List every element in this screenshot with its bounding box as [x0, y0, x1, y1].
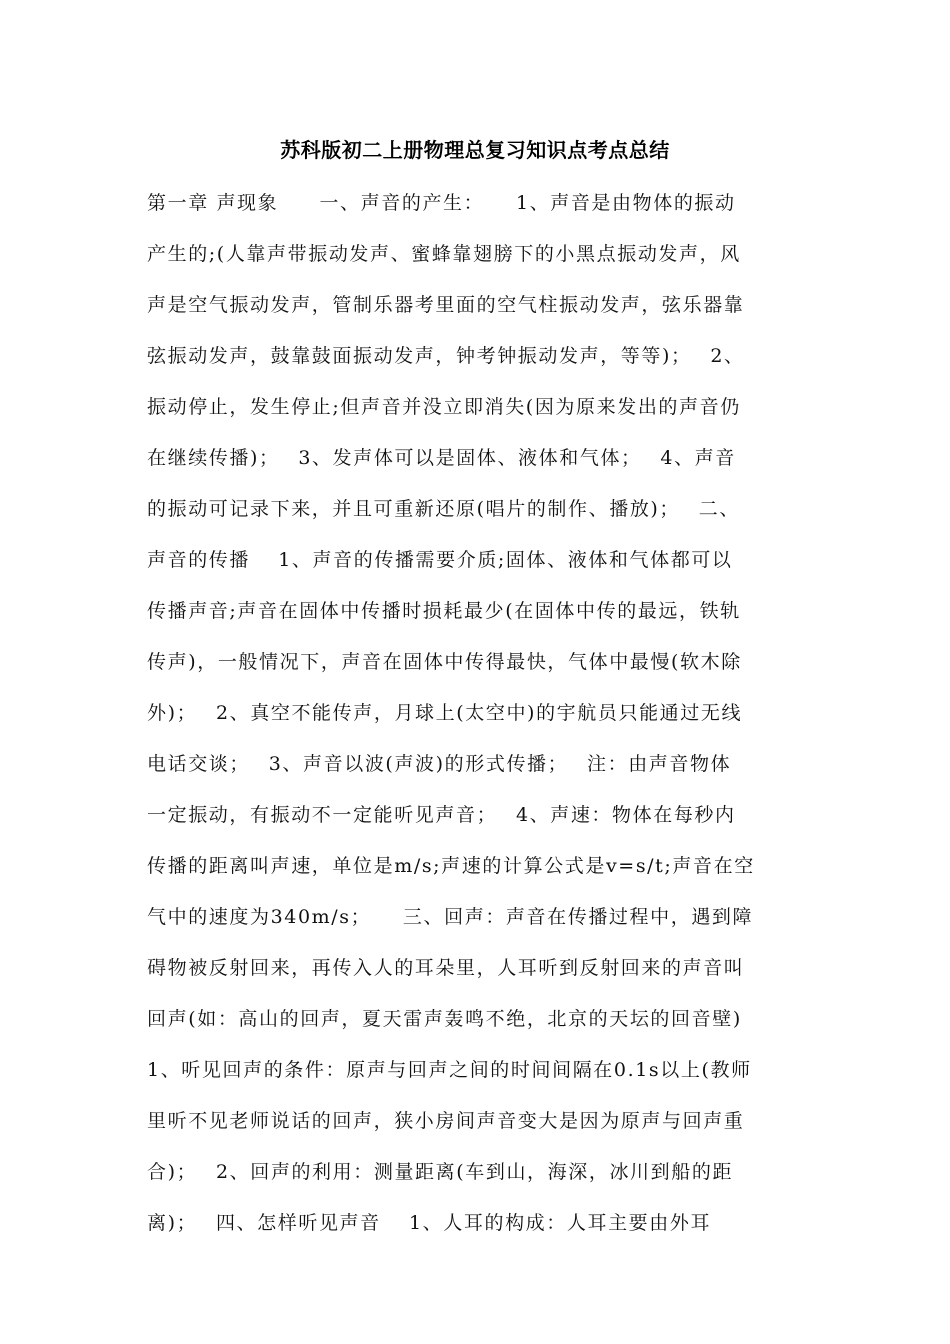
body-line: 里听不见老师说话的回声，狭小房间声音变大是因为原声与回声重 [147, 1110, 745, 1132]
body-line: 一定振动，有振动不一定能听见声音； 4、声速：物体在每秒内 [147, 804, 736, 826]
body-line: 传播的距离叫声速，单位是m/s;声速的计算公式是v=s/t;声音在空 [147, 855, 755, 877]
body-line: 回声(如：高山的回声，夏天雷声轰鸣不绝，北京的天坛的回音壁) [147, 1008, 742, 1030]
body-line: 的振动可记录下来，并且可重新还原(唱片的制作、播放)； 二、 [147, 498, 740, 520]
body-line: 碍物被反射回来，再传入人的耳朵里，人耳听到反射回来的声音叫 [147, 957, 745, 979]
body-line: 在继续传播)； 3、发声体可以是固体、液体和气体； 4、声音 [147, 447, 736, 469]
body-line: 弦振动发声，鼓靠鼓面振动发声，钟考钟振动发声，等等)； 2、 [147, 345, 745, 367]
document-title: 苏科版初二上册物理总复习知识点考点总结 [280, 138, 670, 162]
body-line: 第一章 声现象 一、声音的产生： 1、声音是由物体的振动 [147, 192, 736, 214]
body-line: 声是空气振动发声，管制乐器考里面的空气柱振动发声，弦乐器靠 [147, 294, 745, 316]
body-line: 外)； 2、真空不能传声，月球上(太空中)的宇航员只能通过无线 [147, 702, 743, 724]
body-line: 合)； 2、回声的利用：测量距离(车到山，海深，冰川到船的距 [147, 1161, 734, 1183]
body-line: 气中的速度为340m/s； 三、回声：声音在传播过程中，遇到障 [147, 906, 754, 928]
body-line: 产生的;(人靠声带振动发声、蜜蜂靠翅膀下的小黑点振动发声，风 [147, 243, 741, 265]
body-line: 传播声音;声音在固体中传播时损耗最少(在固体中传的最远，铁轨 [147, 600, 741, 622]
body-line: 电话交谈； 3、声音以波(声波)的形式传播； 注：由声音物体 [147, 753, 732, 775]
body-line: 传声)，一般情况下，声音在固体中传得最快，气体中最慢(软木除 [147, 651, 742, 673]
body-line: 振动停止，发生停止;但声音并没立即消失(因为原来发出的声音仍 [147, 396, 741, 418]
body-line: 声音的传播 1、声音的传播需要介质;固体、液体和气体都可以 [147, 549, 733, 571]
body-line: 1、听见回声的条件：原声与回声之间的时间间隔在0.1s以上(教师 [147, 1059, 752, 1081]
document-body [147, 178, 807, 1249]
body-line: 离)； 四、怎样听见声音 1、人耳的构成：人耳主要由外耳 [147, 1212, 712, 1234]
